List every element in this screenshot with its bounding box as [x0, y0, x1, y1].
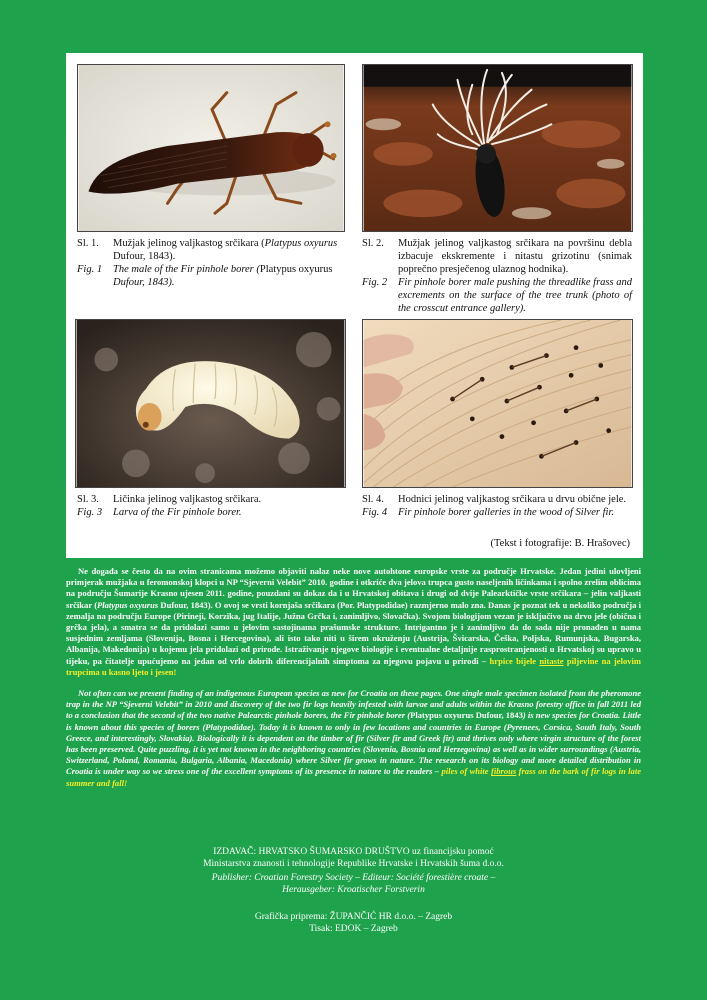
caption-text-en: Larva of the Fir pinhole borer. [113, 507, 242, 518]
caption-label: Sl. 4. [362, 494, 384, 505]
caption-fig4 [362, 493, 632, 519]
photo-male-beetle [77, 64, 345, 232]
print-line: Tisak: EDOK – Zagreb [309, 924, 398, 934]
caption-text-en: The male of the Fir pinhole borer (Platypus oxyurus Dufour, 1843). [113, 264, 333, 288]
figure-panel [66, 53, 643, 558]
caption-label: Sl. 2. [362, 238, 384, 249]
caption-label-en: Fig. 4 [362, 507, 388, 518]
photo-credit: (Tekst i fotografije: B. Hrašovec) [490, 538, 630, 549]
photo-galleries [362, 319, 633, 488]
caption-text: Hodnici jelinog valjkastog srčikara u drvu obične jele. [398, 494, 627, 505]
publisher-de-line: Herausgeber: Kroatischer Forstverin [282, 885, 425, 895]
caption-fig3 [77, 493, 352, 519]
caption-text-en: Fir pinhole borer galleries in the wood of Silver fir. [398, 507, 615, 518]
caption-text: Mužjak jelinog valjkastog srčikara na površinu debla izbacuje ekskremente i nitastu grizotinu (snimak poprečno presječenog ulaznog hodnika). [398, 238, 632, 275]
paragraph-croatian: Ne događa se često da na ovim stranicama možemo objaviti nalaz neke nove autohtone europske vrste za područje Hrvatske. Jedan jedini ulovljeni primjerak mužjaka u feromonskoj klopci u NP “Sjeverni Velebit” 2010. godine i otkriće dva jelova trupca gusto naseljenih ličinkama i spolno zrelim oblicima na području Šumarije Krasno ujesen 2011. godine, pouzdani su dokaz da i u Hrvatskoj obitava i drugi od dvije Palearktičke vrste srčikara – jelin valjkasti srčikar (Platypus oxyurus Dufour, 1843). O ovoj se vrsti kornjaša srčikara (Por. Platypodidae) razmjerno malo zna. Danas je poznat tek u nekoliko područja i zemalja na području Europe (Pirineji, Korzika, jug Italije, Južna Grčka i, zanimljivo, Slovačka). Svojom biologijom vezan je isključivo na drvo jele (obična i grčka jela), a smatra se da pridolazi samo u jelovim sastojinama prašumske strukture. Intrigantno je i zanimljivo da do sada nije pronađen u nama susjednim zemljama (Slovenija, Bosna i Hercegovina), ali isto tako niti u širem okruženju (Austrija, Švicarska, Češka, Poljska, Rumunjska, Bugarska, Albanija, Makedonija) u kojemu jela pridolazi od prirode. Istraživanje njegove biologije i eventualne detaljnije rasprostranjenosti u Hrvatskoj su upravo u tijeku, pa čitatelje upućujemo na jedan od vrlo dobrih diferencijalnih simptoma za njegovu pojavu u prirodi – hrpice bijele nitaste piljevine na jelovim trupcima u kasno ljeto i jesen! [66, 566, 642, 677]
caption-label: Sl. 3. [77, 494, 99, 505]
ministry-line: Ministarstva znanosti i tehnologije Republike Hrvatske i Hrvatskih šuma d.o.o. [203, 859, 504, 869]
publisher-line: IZDAVAČ: HRVATSKO ŠUMARSKO DRUŠTVO uz financijsku pomoć [213, 847, 494, 857]
highlight-text: hrpice bijele nitaste piljevine na jelovim trupcima u kasno ljeto i jesen! [66, 655, 641, 677]
caption-label-en: Fig. 2 [362, 277, 388, 288]
caption-text: Mužjak jelinog valjkastog srčikara (Platypus oxyurus Dufour, 1843). [113, 238, 338, 262]
photo-larva [75, 319, 346, 488]
highlight-text-en: piles of white fibrous frass on the bark of fir logs in late summer and fall! [66, 766, 641, 788]
caption-label: Sl. 1. [77, 238, 99, 249]
graphic-prep-line: Grafička priprema: ŽUPANČIĆ HR d.o.o. – Zagreb [254, 912, 453, 922]
paragraph-english: Not often can we present finding of an indigenous European species as new for Croatia on these pages. One single male specimen isolated from the pheromone trap in the NP “Sjeverni Velebit” in 2010 and discovery of the two fir logs heavily infested with larvae and adults within the Krasno forestry office in fall 2011 led to a conclusion that the second of the two native Palearctic pinhole borers, the Fir pinhole borer (Platypus oxyurus Dufour, 1843) is new species for Croatia. Little is known about this species of borers (Platypodidae). Today it is known to only in few locations and countries in Europe (Pyrenees, Corsica, South Italy, South Greece, and interestingly, Slovakia). Biologically it is dependent on the timber of fir (Silver fir and Greek fir) and thrives only where virgin structure of the forest has been preserved. Quite puzzling, it is yet not known in the neighboring countries (Slovenia, Bosnia and Herzegovina) as well as in wider surroundings (Austria, Switzerland, Poland, Romania, Bulgaria, Albania, Macedonia) where Silver fir grows in nature. The research on its biology and more detailed distribution in Croatia is under way so we stress one of the excellent symptoms of its presence in nature to the readers – piles of white fibrous frass on the bark of fir logs in late summer and fall! [66, 688, 641, 788]
caption-label-en: Fig. 3 [77, 507, 103, 518]
caption-fig1 [77, 237, 352, 289]
caption-label-en: Fig. 1 [77, 264, 103, 275]
caption-text-en: Fir pinhole borer male pushing the threadlike frass and excrements on the surface of the tree trunk (photo of the crosscut entrance gallery). [398, 277, 632, 314]
photo-beetle-frass [362, 64, 633, 232]
publisher-en-line: Publisher: Croatian Forestry Society – Editeur: Société forestière croate – [211, 873, 496, 883]
caption-text: Ličinka jelinog valjkastog srčikara. [113, 494, 262, 505]
caption-fig2 [362, 237, 632, 315]
